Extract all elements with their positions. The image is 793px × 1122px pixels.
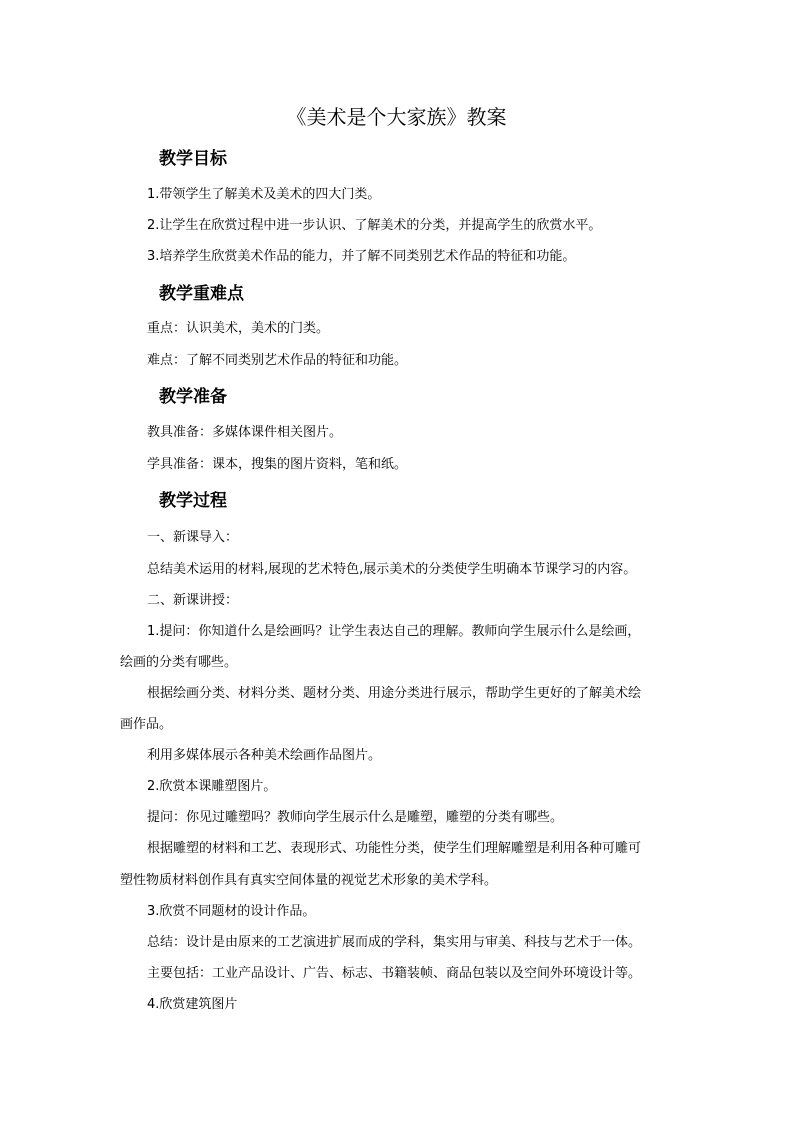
goal-item: 1.带领学生了解美术及美术的四大门类。 (147, 187, 381, 202)
process-line: 4.欣赏建筑图片 (147, 997, 238, 1012)
key-point-item: 难点：了解不同类别艺术作品的特征和功能。 (147, 353, 408, 368)
process-line: 总结：设计是由原来的工艺演进扩展而成的学科，集实用与审美、科技与艺术于一体。 (147, 935, 642, 950)
preparation-item: 教具准备：多媒体课件相关图片。 (147, 425, 343, 440)
section-heading-process: 教学过程 (159, 491, 227, 511)
process-line: 二、新课讲授： (147, 593, 239, 608)
process-line: 2.欣赏本课雕塑图片。 (147, 779, 277, 794)
process-line: 根据雕塑的材料和工艺、表现形式、功能性分类，使学生们理解雕塑是利用各种可雕可 (147, 841, 642, 856)
key-point-item: 重点：认识美术，美术的门类。 (147, 321, 330, 336)
process-line: 一、新课导入： (147, 530, 239, 545)
goal-item: 2.让学生在欣赏过程中进一步认识、了解美术的分类，并提高学生的欣赏水平。 (147, 218, 602, 233)
process-line: 塑性物质材料创作具有真实空间体量的视觉艺术形象的美术学科。 (120, 873, 498, 888)
process-line: 提问：你见过雕塑吗？教师向学生展示什么是雕塑，雕塑的分类有哪些。 (147, 810, 564, 825)
process-line: 画作品。 (120, 717, 173, 732)
process-line: 主要包括：工业产品设计、广告、标志、书籍装帧、商品包装以及空间外环境设计等。 (147, 966, 642, 981)
document-title: 《美术是个大家族》教案 (286, 105, 507, 129)
section-heading-goals: 教学目标 (159, 149, 227, 169)
section-heading-key-points: 教学重难点 (159, 284, 244, 304)
process-line: 1.提问：你知道什么是绘画吗？让学生表达自己的理解。教师向学生展示什么是绘画， (147, 624, 641, 639)
process-line: 绘画的分类有哪些。 (120, 655, 238, 670)
section-heading-preparation: 教学准备 (159, 387, 227, 407)
process-line: 3.欣赏不同题材的设计作品。 (147, 904, 316, 919)
process-line: 总结美术运用的材料,展现的艺术特色,展示美术的分类使学生明确本节课学习的内容。 (147, 562, 637, 577)
goal-item: 3.培养学生欣赏美术作品的能力，并了解不同类别艺术作品的特征和功能。 (147, 249, 576, 264)
preparation-item: 学具准备：课本，搜集的图片资料，笔和纸。 (147, 457, 408, 472)
process-line: 利用多媒体展示各种美术绘画作品图片。 (147, 748, 382, 763)
process-line: 根据绘画分类、材料分类、题材分类、用途分类进行展示，帮助学生更好的了解美术绘 (147, 686, 642, 701)
